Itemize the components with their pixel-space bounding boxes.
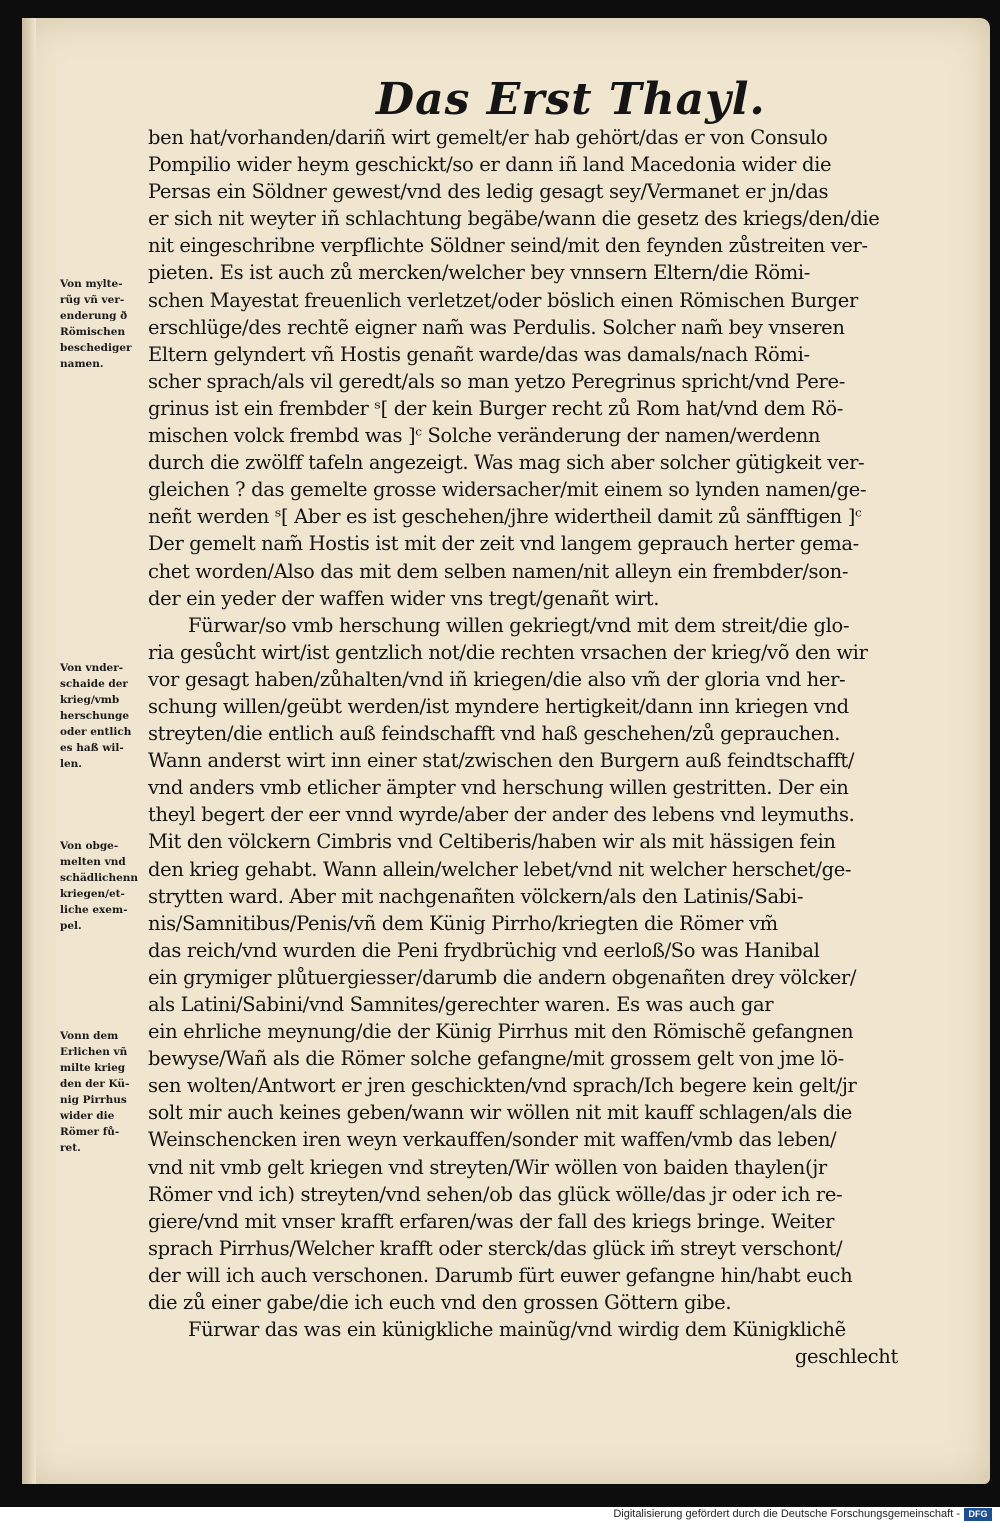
body-text [148, 124, 948, 1370]
text-line: den krieg gehabt. Wann allein/welcher lebet/vnd nit welcher herschet/ge- [148, 857, 852, 881]
text-line: pieten. Es ist auch zů mercken/welcher bey vnnsern Eltern/die Römi- [148, 261, 811, 285]
text-line: Fürwar/so vmb herschung willen gekriegt/vnd mit dem streit/die glo- [188, 613, 850, 637]
margin-note-line: wider die [60, 1110, 115, 1122]
margin-note [60, 660, 148, 772]
margin-note-line: Von mylte- [60, 278, 123, 290]
margin-note-line: Erlichen vñ [60, 1046, 128, 1058]
margin-note-line: liche exem- [60, 904, 128, 916]
margin-note-line: nig Pirrhus [60, 1094, 127, 1106]
margin-note-line: milte krieg [60, 1062, 126, 1074]
text-line: Mit den völckern Cimbris vnd Celtiberis/haben wir als mit hässigen fein [148, 830, 836, 854]
margin-note-line: Von obge- [60, 840, 119, 852]
margin-note-line: melten vnd [60, 856, 126, 868]
text-line: theyl begert der eer vnnd wyrde/aber der ander des lebens vnd leymuths. [148, 803, 855, 827]
text-line: streyten/die entlich auß feindschafft vnd haß geschehen/zů geprauchen. [148, 722, 841, 746]
margin-note-line: pel. [60, 920, 82, 932]
margin-note-line: oder entlich [60, 726, 132, 738]
text-line: durch die zwölff tafeln angezeigt. Was mag sich aber solcher gütigkeit ver- [148, 451, 865, 475]
text-line: erschlüge/des rechtẽ eigner nam̃ was Perdulis. Solcher nam̃ bey vnseren [148, 315, 845, 339]
text-line: das reich/vnd wurden die Peni frydbrüchig vnd eerloß/So was Hanibal [148, 938, 820, 962]
margin-note-line: schädlichenn [60, 872, 139, 884]
margin-note-line: ret. [60, 1142, 81, 1154]
text-line: Weinschencken iren weyn verkauffen/sonder mit waffen/vmb das leben/ [148, 1128, 837, 1152]
text-line: der ein yeder der waffen wider vns tregt/genañt wirt. [148, 586, 660, 610]
text-line: gleichen ? das gemelte grosse widersacher/mit einem so lynden namen/ge- [148, 478, 867, 502]
text-line: chet worden/Also das mit dem selben namen/nit alleyn ein frembder/son- [148, 559, 849, 583]
margin-note-line: Von vnder- [60, 662, 124, 674]
text-line: vnd nit vmb gelt kriegen vnd streyten/Wir wöllen von baiden thaylen(jr [148, 1155, 827, 1179]
text-line: ein grymiger plůtuergiesser/darumb die andern obgenañten drey völcker/ [148, 965, 857, 989]
page-gutter [22, 18, 36, 1484]
funding-credit: Digitalisierung gefördert durch die Deutsche Forschungsgemeinschaft - [613, 1508, 960, 1520]
margin-note-line: schaide der [60, 678, 128, 690]
margin-note-line: den der Kü- [60, 1078, 130, 1090]
text-line: der will ich auch verschonen. Darumb fürt euwer gefangne hin/habt euch [148, 1263, 853, 1287]
text-line: scher sprach/als vil geredt/als so man yetzo Peregrinus spricht/vnd Pere- [148, 369, 845, 393]
text-line: sen wolten/Antwort er jren geschickten/vnd sprach/Ich begere kein gelt/jr [148, 1074, 857, 1098]
text-line: Eltern gelyndert vñ Hostis genañt warde/das was damals/nach Römi- [148, 342, 810, 366]
margin-note-line: Römer fů- [60, 1126, 120, 1138]
text-line: grinus ist ein frembder ˢ[ der kein Burger recht zů Rom hat/vnd dem Rö- [148, 396, 844, 420]
text-line: die zů einer gabe/die ich euch vnd den grossen Göttern gibe. [148, 1291, 732, 1315]
text-line: ben hat/vorhanden/dariñ wirt gemelt/er hab gehört/das er von Consulo [148, 126, 828, 149]
margin-note [60, 838, 148, 934]
margin-note-line: kriegen/et- [60, 888, 125, 900]
text-line: als Latini/Sabini/vnd Samnites/gerechter waren. Es was auch gar [148, 993, 774, 1016]
text-line: schung willen/geübt werden/ist myndere hertigkeit/dann inn kriegen vnd [148, 694, 849, 718]
margin-note-line: Römischen [60, 326, 126, 338]
text-line: ria gesůcht wirt/ist gentzlich not/die rechten vrsachen der krieg/võ den wir [148, 640, 868, 664]
text-line: Wann anderst wirt inn einer stat/zwischen den Burgern auß feindtschafft/ [148, 749, 855, 773]
text-line: Persas ein Söldner gewest/vnd des ledig gesagt sey/Vermanet er jn/das [148, 180, 829, 204]
text-line: bewyse/Wañ als die Römer solche gefangne/mit grossem gelt von jme lö- [148, 1047, 844, 1071]
margin-note-line: herschunge [60, 710, 130, 722]
running-head: Das Erst Thayl. [376, 74, 766, 125]
text-line: solt mir auch keines geben/wann wir wöllen nit mit kauff schlagen/als die [148, 1101, 852, 1125]
margin-note-line: beschediger [60, 342, 132, 354]
margin-note-line: krieg/vmb [60, 694, 120, 706]
text-line: er sich nit weyter iñ schlachtung begäbe/wann die gesetz des kriegs/den/die [148, 207, 880, 231]
margin-note-line: Vonn dem [60, 1030, 119, 1042]
margin-note-line: enderung ð [60, 310, 128, 322]
text-line: neñt werden ˢ[ Aber es ist geschehen/jhre widertheil damit zů sänfftigen ]ᶜ [148, 505, 862, 529]
dfg-logo-icon: DFG [964, 1508, 992, 1521]
text-line: nis/Samnitibus/Penis/vñ dem Künig Pirrho/kriegten die Römer vm̃ [148, 911, 778, 935]
text-line: mischen volck frembd was ]ᶜ Solche veränderung der namen/werdenn [148, 424, 821, 448]
margin-note-line: len. [60, 758, 82, 770]
catchword: geschlecht [794, 1345, 898, 1369]
text-line: nit eingeschribne verpflichte Söldner seind/mit den feynden zůstreiten ver- [148, 234, 868, 258]
text-line: vor gesagt haben/zůhalten/vnd iñ kriegen/die also vm̃ der gloria vnd her- [148, 667, 846, 691]
text-line: vnd anders vmb etlicher ämpter vnd herschung willen gestritten. Der ein [148, 776, 849, 800]
margin-note [60, 276, 148, 372]
margin-note-line: namen. [60, 358, 104, 370]
margin-note-line: es haß wil- [60, 742, 124, 754]
text-line: Fürwar das was ein künigkliche mainũg/vnd wirdig dem Künigklichẽ [188, 1318, 846, 1342]
text-line: strytten ward. Aber mit nachgenañten völckern/als den Latinis/Sabi- [148, 884, 804, 908]
text-line: sprach Pirrhus/Welcher krafft oder sterck/das glück im̃ streyt verschont/ [148, 1236, 843, 1260]
margin-note [60, 1028, 148, 1156]
text-line: giere/vnd mit vnser krafft erfaren/was der fall des kriegs bringe. Weiter [148, 1209, 835, 1233]
text-line: Römer vnd ich) streyten/vnd sehen/ob das glück wölle/das jr oder ich re- [148, 1182, 843, 1206]
text-line: Der gemelt nam̃ Hostis ist mit der zeit vnd langem geprauch herter gema- [148, 532, 859, 556]
text-line: schen Mayestat freuenlich verletzet/oder böslich einen Römischen Burger [148, 288, 858, 312]
margin-note-line: rũg vñ ver- [60, 294, 125, 306]
text-line: ein ehrliche meynung/die der Künig Pirrhus mit den Römischẽ gefangnen [148, 1020, 854, 1044]
text-line: Pompilio wider heym geschickt/so er dann iñ land Macedonia wider die [148, 153, 832, 177]
